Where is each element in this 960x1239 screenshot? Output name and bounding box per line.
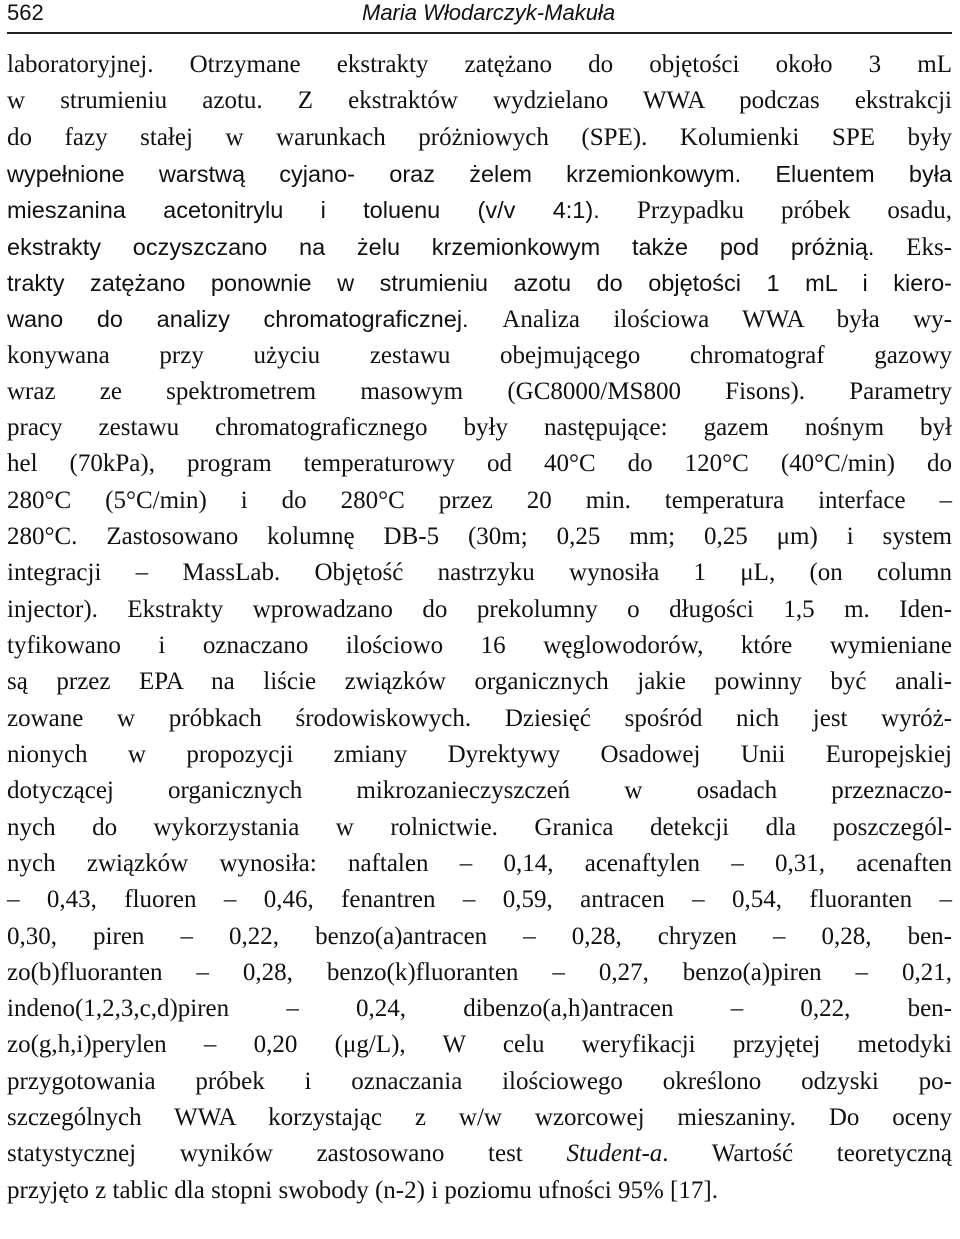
text-line	[7, 1027, 952, 1063]
text-run: 280°C (5°C/min) i do 280°C przez 20 min. temperatura interface –	[7, 486, 952, 514]
text-run: . Wartość teoretyczną	[662, 1140, 952, 1168]
text-run: indeno(1,2,3,c,d)piren – 0,24, dibenzo(a,h)antracen – 0,22, ben-	[7, 995, 952, 1023]
text-line	[7, 265, 952, 301]
text-line	[7, 1173, 952, 1209]
text-run: hel (70kPa), program temperaturowy od 40°C do 120°C (40°C/min) do	[7, 450, 952, 478]
body-paragraph	[7, 47, 952, 1209]
text-line	[7, 737, 952, 773]
text-line	[7, 592, 952, 628]
text-line	[7, 991, 952, 1027]
text-line	[7, 628, 952, 664]
text-line	[7, 1064, 952, 1100]
text-line	[7, 410, 952, 446]
text-run: szczególnych WWA korzystając z w/w wzorcowej mieszaniny. Do oceny	[7, 1104, 952, 1132]
header-rule	[7, 32, 952, 34]
text-run: laboratoryjnej. Otrzymane ekstrakty zatężano do objętości około 3 mL	[7, 51, 952, 78]
text-run: ekstrakty oczyszczano na żelu krzemionkowym także pod próżnią.	[7, 233, 907, 260]
text-run: nionych w propozycji zmiany Dyrektywy Osadowej Unii Europejskiej	[7, 740, 952, 768]
text-run: nych do wykorzystania w rolnictwie. Granica detekcji dla poszczegól-	[7, 813, 952, 841]
text-line	[7, 47, 952, 83]
text-run: konywana przy użyciu zestawu obejmującego chromatograf gazowy	[7, 341, 952, 369]
text-run: dotyczącej organicznych mikrozanieczyszczeń w osadach przeznaczo-	[7, 777, 952, 805]
italic-term: Student-a	[566, 1140, 663, 1168]
text-line	[7, 519, 952, 555]
running-header	[7, 0, 952, 26]
text-run: w strumieniu azotu. Z ekstraktów wydzielano WWA podczas ekstrakcji	[7, 87, 952, 115]
text-line	[7, 301, 952, 337]
text-line	[7, 701, 952, 737]
text-line	[7, 955, 952, 991]
text-line	[7, 483, 952, 519]
text-run: Eks-	[906, 233, 952, 261]
text-line	[7, 1100, 952, 1136]
text-line	[7, 773, 952, 809]
text-run: nych związków wynosiła: naftalen – 0,14, acenaftylen – 0,31, acenaften	[7, 849, 952, 877]
text-run: statystycznej wyników zastosowano test	[7, 1140, 567, 1168]
text-line	[7, 446, 952, 482]
running-header-author: Maria Włodarczyk-Makuła	[362, 0, 616, 25]
text-run: wano do analizy chromatograficznej.	[7, 306, 503, 333]
text-run: tyfikowano i oznaczano ilościowo 16 węglowodorów, które wymieniane	[7, 632, 952, 659]
text-run: zo(b)fluoranten – 0,28, benzo(k)fluoranten – 0,27, benzo(a)piren – 0,21,	[7, 958, 952, 986]
text-line	[7, 810, 952, 846]
text-run: mieszanina acetonitrylu i toluenu (v/v 4:1).	[7, 197, 638, 224]
page-number: 562	[7, 0, 44, 25]
text-line	[7, 1136, 952, 1172]
text-run: wraz ze spektrometrem masowym (GC8000/MS800 Fisons). Parametry	[7, 377, 952, 405]
text-run: pracy zestawu chromatograficznego były następujące: gazem nośnym był	[7, 414, 952, 442]
text-run: wypełnione warstwą cyjano- oraz żelem krzemionkowym. Eluentem była	[7, 160, 952, 187]
text-line	[7, 83, 952, 119]
text-line	[7, 919, 952, 955]
text-run: zo(g,h,i)perylen – 0,20 (μg/L), W celu weryfikacji przyjętej metodyki	[7, 1031, 952, 1059]
text-run: trakty zatężano ponownie w strumieniu azotu do objętości 1 mL i kiero-	[7, 269, 952, 296]
text-run: Przypadku próbek osadu,	[637, 197, 952, 225]
text-line	[7, 846, 952, 882]
text-run: 0,30, piren – 0,22, benzo(a)antracen – 0,28, chryzen – 0,28, ben-	[7, 922, 952, 950]
text-line	[7, 664, 952, 700]
text-line	[7, 192, 952, 228]
text-run: do fazy stałej w warunkach próżniowych (SPE). Kolumienki SPE były	[7, 123, 952, 151]
text-run: przyjęto z tablic dla stopni swobody (n-2) i poziomu ufności 95% [17].	[7, 1176, 718, 1204]
text-line	[7, 338, 952, 374]
text-line	[7, 156, 952, 192]
text-line	[7, 120, 952, 156]
text-line	[7, 229, 952, 265]
text-run: Analiza ilościowa WWA była wy-	[502, 306, 952, 334]
text-run: są przez EPA na liście związków organicznych jakie powinny być anali-	[7, 668, 952, 696]
text-run: integracji – MassLab. Objętość nastrzyku wynosiła 1 μL, (on column	[7, 559, 952, 587]
text-run: injector). Ekstrakty wprowadzano do prekolumny o długości 1,5 m. Iden-	[7, 595, 952, 623]
text-run: – 0,43, fluoren – 0,46, fenantren – 0,59, antracen – 0,54, fluoranten –	[7, 886, 952, 914]
text-run: 280°C. Zastosowano kolumnę DB-5 (30m; 0,25 mm; 0,25 μm) i system	[7, 523, 952, 551]
text-run: zowane w próbkach środowiskowych. Dziesięć spośród nich jest wyróż-	[7, 704, 952, 732]
text-line	[7, 374, 952, 410]
text-line	[7, 555, 952, 591]
text-line	[7, 882, 952, 918]
text-run: przygotowania próbek i oznaczania ilościowego określono odzyski po-	[7, 1067, 952, 1095]
